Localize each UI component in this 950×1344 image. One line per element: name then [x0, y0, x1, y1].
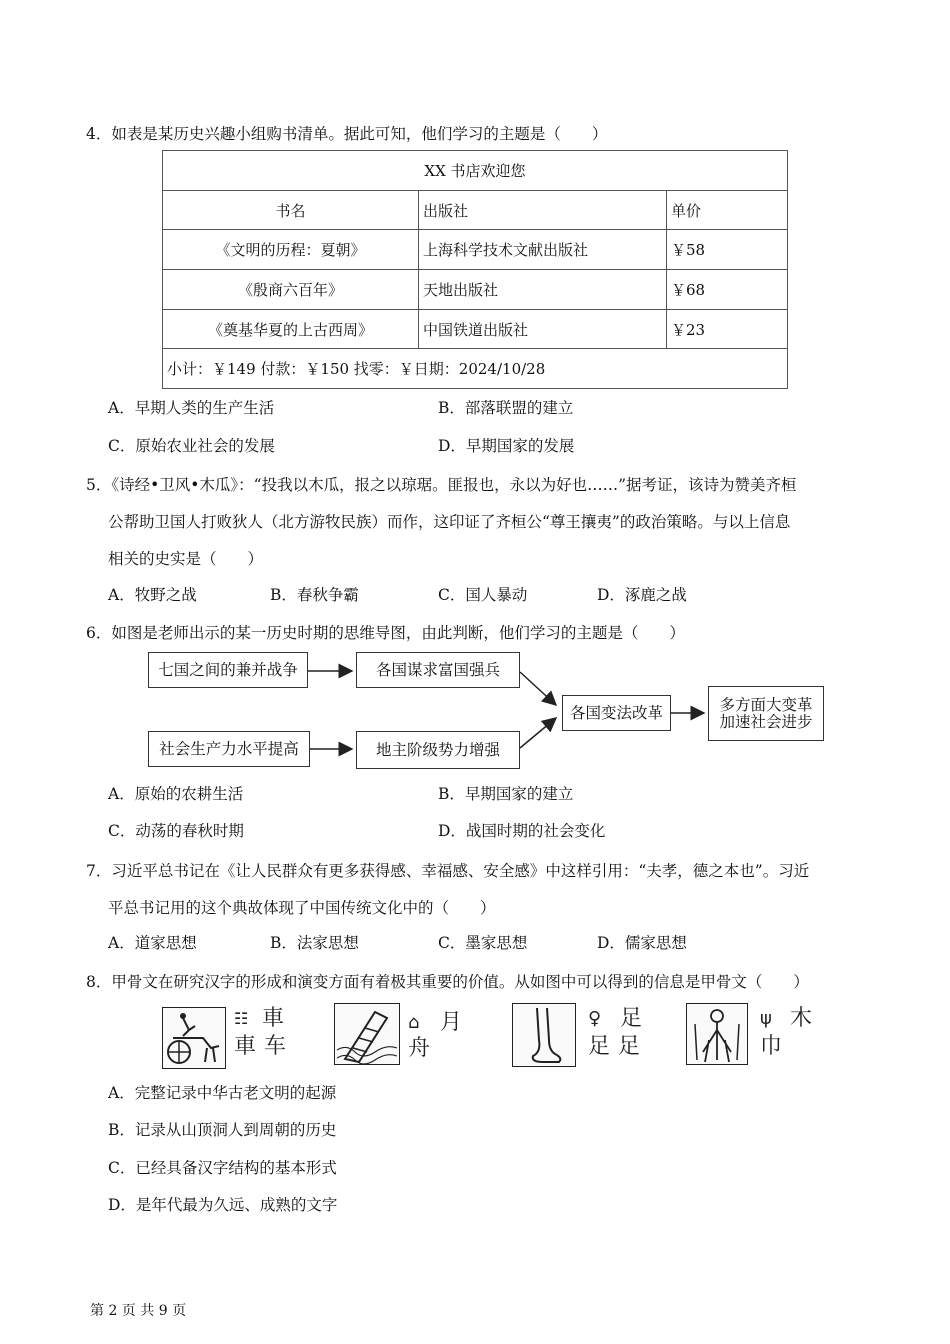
q6-stem: 6．如图是老师出示的某一历史时期的思维导图，由此判断，他们学习的主题是（ ）: [86, 624, 685, 642]
table-cell: ￥58: [667, 230, 788, 270]
map-result-line-2: 加速社会进步: [719, 712, 813, 731]
q4-stem: 4．如表是某历史兴趣小组购书清单。据此可知，他们学习的主题是（ ）: [86, 125, 608, 143]
oracle-cart-pictogram-icon: ☷: [234, 1009, 249, 1028]
q8-option-c[interactable]: C．已经具备汉字结构的基本形式: [108, 1159, 337, 1177]
q5-option-b[interactable]: B．春秋争霸: [270, 586, 359, 604]
q6-option-a[interactable]: A．原始的农耕生活: [108, 785, 244, 803]
table-cell: 《奠基华夏的上古西周》: [163, 309, 419, 349]
page-number-footer: 第 2 页 共 9 页: [90, 1303, 187, 1319]
q5-option-a[interactable]: A．牧野之战: [108, 586, 197, 604]
foot-pictogram-icon: [513, 1004, 575, 1066]
q8-option-a[interactable]: A．完整记录中华古老文明的起源: [108, 1084, 337, 1102]
map-box-productivity: 社会生产力水平提高: [148, 731, 310, 767]
q5-line-2: 公帮助卫国人打败狄人（北方游牧民族）而作，这印证了齐桓公“尊王攘夷”的政治策略。与以上信息: [108, 513, 791, 531]
table-cell: 《文明的历程：夏朝》: [163, 230, 419, 270]
oracle-cart-image: [162, 1007, 226, 1069]
map-box-strength: 各国谋求富国强兵: [356, 652, 520, 688]
glyph-zu-2: 足: [588, 1034, 611, 1059]
glyph-zhou-variant: 月: [440, 1010, 463, 1035]
oracle-foot-image: [512, 1003, 576, 1067]
q6-option-b[interactable]: B．早期国家的建立: [438, 785, 574, 803]
table-cell: 《殷商六百年》: [163, 270, 419, 310]
q7-option-c[interactable]: C．墨家思想: [438, 934, 528, 952]
table-cell: 上海科学技术文献出版社: [419, 230, 667, 270]
q4-option-d[interactable]: D．早期国家的发展: [438, 437, 575, 455]
q4-option-a[interactable]: A．早期人类的生产生活: [108, 399, 275, 417]
table-footer-summary: 小计：￥149 付款：￥150 找零：￥日期：2024/10/28: [163, 349, 788, 389]
q6-option-d[interactable]: D．战国时期的社会变化: [438, 822, 606, 840]
oracle-tree-glyph-icon: ψ: [760, 1008, 772, 1029]
oracle-boat-glyph-icon: ⌂: [408, 1012, 420, 1033]
arrow-3: [520, 672, 556, 705]
map-box-reform: 各国变法改革: [562, 695, 671, 731]
q4-option-b[interactable]: B．部落联盟的建立: [438, 399, 574, 417]
q5-line-3: 相关的史实是（ ）: [108, 550, 264, 568]
q7-line-2: 平总书记用的这个典故体现了中国传统文化中的（ ）: [108, 899, 496, 917]
tree-pictogram-icon: [687, 1004, 747, 1064]
q7-option-b[interactable]: B．法家思想: [270, 934, 359, 952]
oracle-foot-glyph-icon: ♀: [588, 1008, 602, 1029]
q5-line-1: 5．《诗经•卫风•木瓜》：“投我以木瓜，报之以琼琚。匪报也，永以为好也……”据考证，该诗为赞美齐桓: [86, 476, 797, 494]
q6-option-c[interactable]: C．动荡的春秋时期: [108, 822, 244, 840]
q8-option-b[interactable]: B．记录从山顶洞人到周朝的历史: [108, 1121, 337, 1139]
table-cell: 天地出版社: [419, 270, 667, 310]
table-header-publisher: 出版社: [419, 190, 667, 230]
q8-option-d[interactable]: D．是年代最为久远、成熟的文字: [108, 1196, 338, 1214]
glyph-mu: 木: [790, 1006, 813, 1031]
boat-pictogram-icon: [335, 1004, 399, 1064]
glyph-che-traditional: 車: [262, 1006, 285, 1031]
arrow-4: [520, 718, 556, 748]
q5-option-d[interactable]: D．涿鹿之战: [597, 586, 687, 604]
q5-option-c[interactable]: C．国人暴动: [438, 586, 528, 604]
glyph-che-simplified: 车: [264, 1034, 287, 1059]
map-box-landlord: 地主阶级势力增强: [356, 731, 520, 769]
q7-option-a[interactable]: A．道家思想: [108, 934, 197, 952]
glyph-zhou: 舟: [408, 1036, 431, 1061]
table-header-title: 书名: [163, 190, 419, 230]
map-box-result: [708, 686, 824, 741]
q8-stem: 8．甲骨文在研究汉字的形成和演变方面有着极其重要的价值。从如图中可以得到的信息是甲骨文（ ）: [86, 973, 809, 991]
glyph-che-traditional-2: 車: [234, 1034, 257, 1059]
table-cell: ￥68: [667, 270, 788, 310]
glyph-zu-3: 足: [618, 1034, 641, 1059]
q7-option-d[interactable]: D．儒家思想: [597, 934, 687, 952]
oracle-tree-image: [686, 1003, 748, 1065]
glyph-zu-1: 足: [620, 1006, 643, 1031]
q4-option-c[interactable]: C．原始农业社会的发展: [108, 437, 275, 455]
table-title: XX 书店欢迎您: [163, 151, 788, 191]
oracle-boat-image: [334, 1003, 400, 1065]
map-box-warfare: 七国之间的兼并战争: [148, 652, 308, 688]
table-cell: ￥23: [667, 309, 788, 349]
cart-pictogram-icon: [163, 1008, 225, 1068]
table-cell: 中国铁道出版社: [419, 309, 667, 349]
glyph-jin: 巾: [760, 1034, 783, 1059]
q7-line-1: 7．习近平总书记在《让人民群众有更多获得感、幸福感、安全感》中这样引用：“夫孝，德之本也”。习近: [86, 862, 810, 880]
table-header-price: 单价: [667, 190, 788, 230]
map-result-line-1: 多方面大变革: [719, 695, 813, 714]
